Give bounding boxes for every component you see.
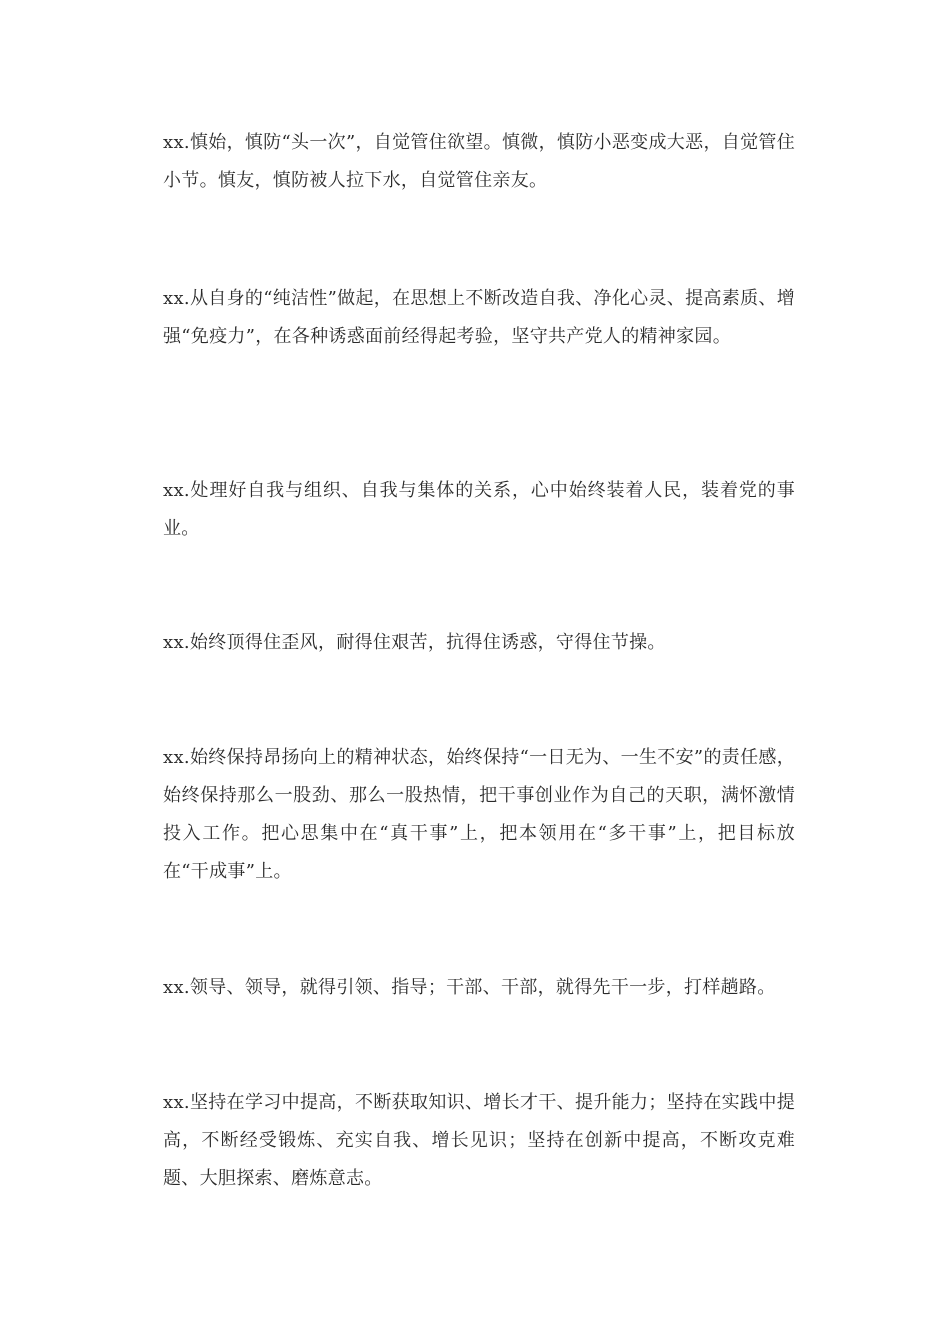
paragraph-1: xx.慎始，慎防“头一次”，自觉管住欲望。慎微，慎防小恶变成大恶，自觉管住小节。慎友，慎防被人拉下水，自觉管住亲友。	[163, 132, 795, 191]
paragraph-6: xx.领导、领导，就得引领、指导；干部、干部，就得先干一步，打样趟路。	[163, 977, 776, 998]
paragraph-7: xx.坚持在学习中提高，不断获取知识、增长才干、提升能力；坚持在实践中提高，不断经受锻炼、充实自我、增长见识；坚持在创新中提高，不断攻克难题、大胆探索、磨炼意志。	[163, 1092, 795, 1189]
paragraph-5: xx.始终保持昂扬向上的精神状态，始终保持“一日无为、一生不安”的责任感，始终保持那么一股劲、那么一股热情，把干事创业作为自己的天职，满怀激情投入工作。把心思集中在“真干事”上，把本领用在“多干事”上，把目标放在“干成事”上。	[163, 747, 795, 882]
paragraph-2: xx.从自身的“纯洁性”做起，在思想上不断改造自我、净化心灵、提高素质、增强“免疫力”，在各种诱惑面前经得起考验，坚守共产党人的精神家园。	[163, 288, 795, 347]
paragraph-4: xx.始终顶得住歪风，耐得住艰苦，抗得住诱惑，守得住节操。	[163, 632, 666, 653]
paragraph-3: xx.处理好自我与组织、自我与集体的关系，心中始终装着人民，装着党的事业。	[163, 480, 795, 539]
